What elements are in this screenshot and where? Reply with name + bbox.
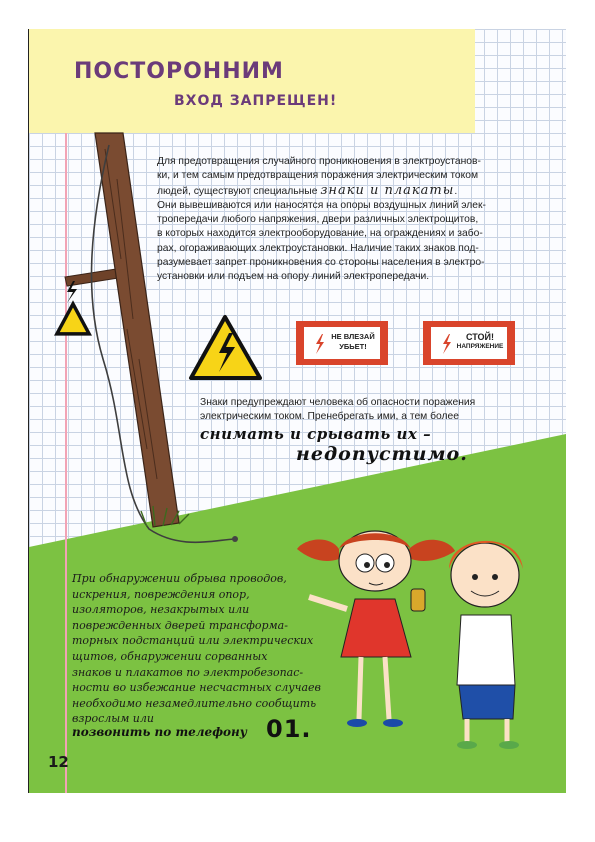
sign1-line1: НЕ ВЛЕЗАЙ [331,332,375,341]
intro-line: рах, огораживающих электроустановки. Наличие таких знаков под- [157,242,479,254]
warning-handwritten-1: снимать и срывать их – [200,425,432,443]
intro-line: установки или подъем на опору линий электропередачи. [157,271,430,283]
intro-highlight-tail: . [454,185,458,197]
page [29,29,566,793]
page-number: 12 [48,753,69,771]
intro-line: тропередачи любого напряжения, двери различных электрощитов, [157,214,479,226]
instruction-line: поврежденных дверей трансформа- [72,618,288,632]
warning-sign-middle [191,317,260,378]
phone-call-text: позвонить по телефону [72,725,247,739]
lightning-icon [441,334,453,354]
intro-paragraph [157,155,529,285]
lightning-icon [314,334,326,354]
instruction-line: изоляторов, незакрытых или [72,603,250,617]
warning-sign-pole [57,281,89,334]
intro-line: в которых находится электрооборудование, на ограждениях и забо- [157,228,483,240]
title-line1: ПОСТОРОННИМ [74,59,284,84]
sign2-line2: НАПРЯЖЕНИЕ [456,343,504,350]
title-line2: ВХОД ЗАПРЕЩЕН! [174,93,338,109]
instruction-line: торных подстанций или электрических [72,634,314,648]
sign1-line2: УБЬЕТ! [339,342,367,351]
instruction-paragraph [72,571,347,727]
emergency-number: 01. [266,715,312,743]
intro-line: ки, и тем самым предотвращения поражения электрическим током [157,170,479,182]
instruction-line: щитов, обнаружении сорванных [72,649,268,663]
sign-stop-voltage [423,321,515,365]
intro-line: Для предотвращения случайного проникновения в электроустанов- [157,156,481,167]
intro-highlight: знаки и плакаты [320,182,455,198]
instruction-line: При обнаружении обрыва проводов, [72,572,287,585]
intro-line: Они вывешиваются или наносятся на опоры воздушных линий элек- [157,199,486,211]
instruction-line: знаков и плакатов по электробезопас- [72,665,304,679]
instruction-line: взрослым или [72,712,154,726]
sign2-line1: СТОЙ! [465,332,494,342]
intro-line: разумевает запрет проникновения со стороны населения в электро- [157,257,485,269]
instruction-line: искрения, повреждения опор, [72,587,250,601]
intro-line: людей, существуют специальные [157,185,318,197]
instruction-line: ности во избежание несчастных случаев [72,681,321,695]
sign-do-not-climb [296,321,388,365]
boy-illustration [449,541,523,749]
instruction-line: необходимо незамедлительно сообщить [72,696,317,710]
warning-paragraph: Знаки предупреждают человека об опасности поражения электрическим током. Пренебрегать ими, а тем более [200,397,476,423]
warning-handwritten-2: недопустимо. [296,443,468,465]
